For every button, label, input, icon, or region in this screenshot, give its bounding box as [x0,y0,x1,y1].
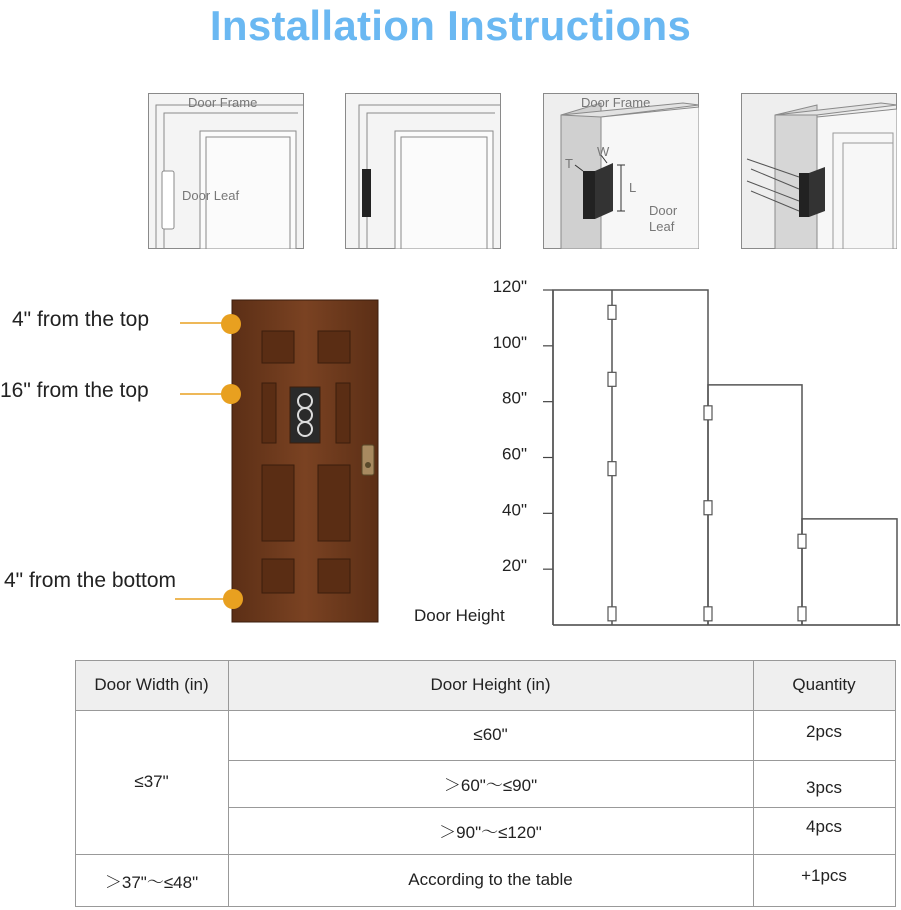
callout-dot-top [221,314,241,334]
door-height-diagram [410,275,901,635]
hinge-mark [608,372,616,386]
quantity-table [75,660,896,908]
magnet-outline [162,171,174,229]
step-2-diagram [345,93,501,249]
y-tick-label: 40" [502,500,527,520]
step-1-diagram [148,93,304,249]
qty-cell-2: 3pcs [806,777,842,797]
hinge-mark [798,607,806,621]
y-tick-label: 120" [492,277,527,296]
hinge-mark [704,607,712,621]
y-tick-label: 80" [502,388,527,408]
header-door-height: Door Height (in) [430,675,551,694]
height-cell-3: ＞90"～≤120" [439,823,542,842]
magnet-block [799,173,809,217]
door-frame-wiring [741,93,897,249]
door-height-svg [410,275,901,635]
hinge-mark [608,462,616,476]
callout-dot-bottom [223,589,243,609]
width-group-2: ＞37"～≤48" [104,872,199,892]
qty-cell-4: +1pcs [801,866,847,885]
header-door-width: Door Width (in) [94,675,209,694]
callout-upper-text: 16" from the top [0,379,149,402]
door-handle [362,445,374,475]
hinge-mark [608,305,616,319]
step-3-diagram [543,93,699,249]
door-frame-outline [148,93,304,249]
height-cell-1: ≤60" [473,725,508,744]
door-outline [802,519,897,625]
dim-t-label: T [565,156,573,171]
door-outline [553,290,708,625]
hinge-mark [704,501,712,515]
magnet-block [583,171,595,219]
callout-bottom-text: 4" from the bottom [4,569,177,592]
height-cell-2: ＞60"～≤90" [443,776,538,795]
y-tick-label: 60" [502,444,527,464]
door-illustration [0,295,400,635]
height-cell-4: According to the table [408,870,573,889]
y-tick-label: 100" [492,332,527,352]
y-axis-title: Door Height [414,606,505,625]
door-leaf-label: Door Leaf [649,203,678,234]
dim-w-label: W [597,144,610,159]
hinge-mark [608,607,616,621]
dim-l-label: L [629,180,637,195]
hinge-mark [798,534,806,548]
door-window [290,387,320,443]
door-frame-label: Door Frame [581,95,651,110]
step-4-diagram [741,93,897,249]
magnet-block [362,169,371,217]
header-quantity: Quantity [792,675,856,694]
y-tick-label: 20" [502,556,527,576]
qty-cell-3: 4pcs [806,817,842,836]
qty-cell-1: 2pcs [806,722,842,741]
hinge-mark [704,406,712,420]
door-frame-mounted [345,93,501,249]
callout-top-text: 4" from the top [12,308,150,331]
door-frame-label: Door Frame [188,95,258,110]
width-group-1: ≤37" [134,772,169,791]
door-outline [708,385,802,625]
door-leaf-label: Door Leaf [182,188,240,203]
page-title: Installation Instructions [209,2,692,49]
callout-dot-upper [221,384,241,404]
